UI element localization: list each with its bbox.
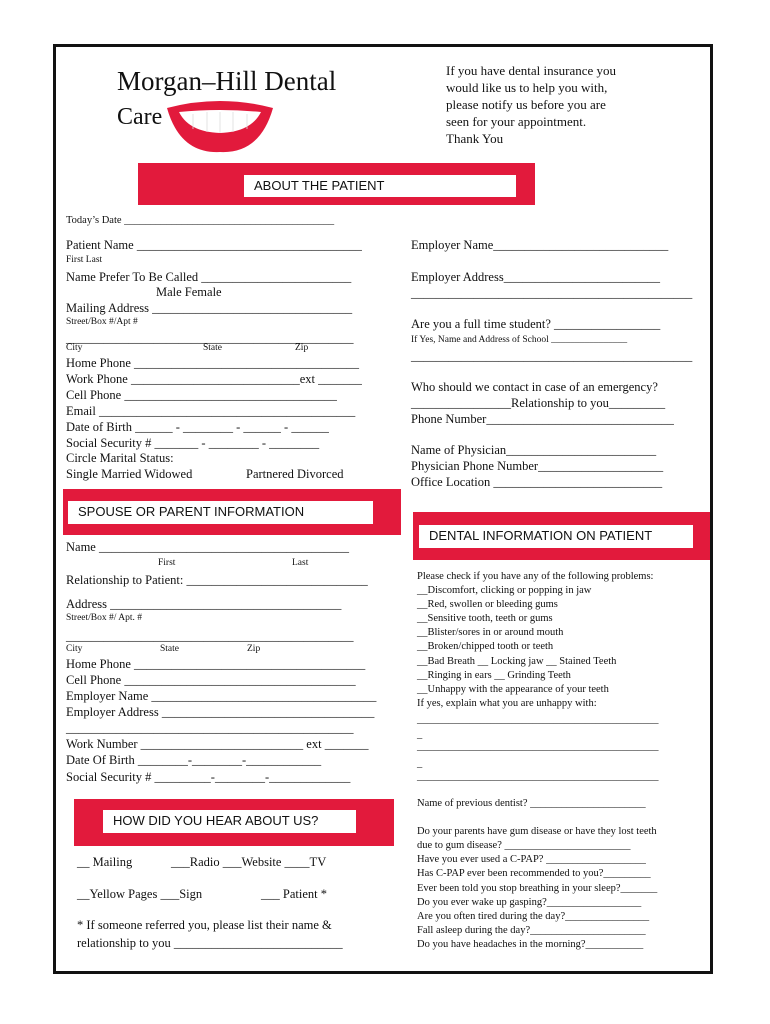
sleep-question[interactable]: Has C-PAP ever been recommended to you?_________ <box>417 868 651 879</box>
spouse-name-field[interactable]: Name ________________________________________ <box>66 540 349 554</box>
employer-name-field[interactable]: Employer Name____________________________ <box>411 238 669 252</box>
emergency-contact-field[interactable]: ________________Relationship to you_________ <box>411 396 666 410</box>
marital-options[interactable]: Partnered Divorced <box>246 467 344 481</box>
spouse-city-line[interactable]: ______________________________________________ <box>66 629 354 643</box>
field-hint: Last <box>292 558 309 568</box>
explain-line[interactable]: _ <box>417 758 423 769</box>
explain-line[interactable]: _ <box>417 729 423 740</box>
referral-options-media[interactable]: ___Radio ___Website ____TV <box>171 855 327 869</box>
spouse-employer-name-field[interactable]: Employer Name ____________________________________ <box>66 689 377 703</box>
email-field[interactable]: Email _________________________________________ <box>66 404 356 418</box>
work-phone-field[interactable]: Work Phone ___________________________ext _______ <box>66 372 362 386</box>
city-line-field[interactable]: ______________________________________________ <box>66 331 354 345</box>
field-hint: Street/Box #/ Apt. # <box>66 613 142 623</box>
dental-checkbox-item[interactable]: __Sensitive tooth, teeth or gums <box>417 613 553 624</box>
field-hint: First <box>158 558 176 568</box>
preferred-name-field[interactable]: Name Prefer To Be Called ________________________ <box>66 270 352 284</box>
home-phone-field[interactable]: Home Phone ____________________________________ <box>66 356 360 370</box>
school-line2[interactable]: _____________________________________________ <box>411 349 693 363</box>
todays-date-field[interactable]: Today’s Date ________________________________________ <box>66 215 335 226</box>
office-location-field[interactable]: Office Location ___________________________ <box>411 475 663 489</box>
gender-options[interactable]: Male Female <box>156 285 222 299</box>
logo-line2: Care <box>117 104 163 130</box>
dental-checkbox-item[interactable]: __Ringing in ears __ Grinding Teeth <box>417 670 571 681</box>
marital-options[interactable]: Single Married Widowed <box>66 467 193 481</box>
field-hint: Zip <box>295 343 309 353</box>
explain-line[interactable]: ______________________________________________ <box>417 714 659 725</box>
notice-line: seen for your appointment. <box>446 114 587 129</box>
explain-line[interactable]: ______________________________________________ <box>417 741 659 752</box>
field-hint: Zip <box>247 644 261 654</box>
field-hint: Street/Box #/Apt # <box>66 317 138 327</box>
logo-line1: Morgan–Hill Dental <box>117 66 337 96</box>
field-hint: City <box>66 644 83 654</box>
dental-checkbox-item[interactable]: __Discomfort, clicking or popping in jaw <box>417 585 592 596</box>
explain-label: If yes, explain what you are unhappy with: <box>417 698 597 709</box>
sleep-question[interactable]: Have you ever used a C-PAP? ___________________ <box>417 854 646 865</box>
dental-checkbox-item[interactable]: __Blister/sores in or around mouth <box>417 627 564 638</box>
spouse-home-phone-field[interactable]: Home Phone _____________________________________ <box>66 657 366 671</box>
referral-name-field[interactable]: relationship to you ___________________________ <box>77 936 343 950</box>
dental-checkbox-item[interactable]: __Broken/chipped tooth or teeth <box>417 641 554 652</box>
explain-line[interactable]: ______________________________________________ <box>417 771 659 782</box>
student-field[interactable]: Are you a full time student? _________________ <box>411 317 661 331</box>
sleep-question[interactable]: Fall asleep during the day?______________________ <box>417 925 646 936</box>
employer-address-line2[interactable]: _____________________________________________ <box>411 286 693 300</box>
sleep-question[interactable]: due to gum disease? ________________________ <box>417 840 631 851</box>
section-title-patient: ABOUT THE PATIENT <box>244 175 516 197</box>
sleep-question[interactable]: Do you ever wake up gasping?__________________ <box>417 897 642 908</box>
emergency-phone-field[interactable]: Phone Number______________________________ <box>411 412 674 426</box>
spouse-ssn-field[interactable]: Social Security # _________-________-_____________ <box>66 770 351 784</box>
previous-dentist-field[interactable]: Name of previous dentist? ______________________ <box>417 798 646 809</box>
section-title-hear: HOW DID YOU HEAR ABOUT US? <box>103 810 356 833</box>
section-title-dental: DENTAL INFORMATION ON PATIENT <box>419 525 693 548</box>
referral-options-print[interactable]: __Yellow Pages ___Sign <box>77 887 203 901</box>
emergency-contact-label: Who should we contact in case of an emergency? <box>411 380 658 394</box>
spouse-dob-field[interactable]: Date Of Birth ________-________-____________ <box>66 753 322 767</box>
school-field[interactable]: If Yes, Name and Address of School ________________ <box>411 335 628 345</box>
employer-address-field[interactable]: Employer Address_________________________ <box>411 270 660 284</box>
mailing-address-field[interactable]: Mailing Address ________________________________ <box>66 301 353 315</box>
dental-problems-label: Please check if you have any of the following problems: <box>417 571 654 582</box>
spouse-address-field[interactable]: Address _____________________________________ <box>66 597 342 611</box>
sleep-question[interactable]: Ever been told you stop breathing in your sleep?_______ <box>417 883 658 894</box>
relationship-field[interactable]: Relationship to Patient: _____________________________ <box>66 573 368 587</box>
referral-option-mailing[interactable]: __ Mailing <box>77 855 133 869</box>
field-hint: State <box>160 644 179 654</box>
smile-lips-icon <box>165 96 275 156</box>
field-hint: First Last <box>66 255 103 265</box>
sleep-question[interactable]: Are you often tired during the day?________________ <box>417 911 650 922</box>
spouse-cell-phone-field[interactable]: Cell Phone _____________________________________ <box>66 673 356 687</box>
social-security-field[interactable]: Social Security # _______ - ________ - ________ <box>66 436 320 450</box>
dental-checkbox-item[interactable]: __Red, swollen or bleeding gums <box>417 599 558 610</box>
notice-line: would like us to help you with, <box>446 80 608 95</box>
spouse-employer-address-field[interactable]: Employer Address __________________________________ <box>66 705 375 719</box>
field-hint: State <box>203 343 222 353</box>
section-title-spouse: SPOUSE OR PARENT INFORMATION <box>68 501 373 524</box>
spouse-employer-address-line2[interactable]: ______________________________________________ <box>66 721 354 735</box>
referral-option-patient[interactable]: ___ Patient * <box>261 887 327 901</box>
notice-line: Thank You <box>446 131 504 146</box>
cell-phone-field[interactable]: Cell Phone __________________________________ <box>66 388 337 402</box>
marital-status-label: Circle Marital Status: <box>66 451 174 465</box>
referral-note: * If someone referred you, please list their name & <box>77 918 332 932</box>
notice-line: please notify us before you are <box>446 97 606 112</box>
physician-name-field[interactable]: Name of Physician________________________ <box>411 443 657 457</box>
physician-phone-field[interactable]: Physician Phone Number____________________ <box>411 459 664 473</box>
date-of-birth-field[interactable]: Date of Birth ______ - ________ - ______ - ______ <box>66 420 329 434</box>
spouse-work-number-field[interactable]: Work Number __________________________ ext _______ <box>66 737 369 751</box>
field-hint: City <box>66 343 83 353</box>
dental-checkbox-item[interactable]: __Bad Breath __ Locking jaw __ Stained Teeth <box>417 656 617 667</box>
dental-checkbox-item[interactable]: __Unhappy with the appearance of your teeth <box>417 684 609 695</box>
notice-line: If you have dental insurance you <box>446 63 617 78</box>
patient-name-field[interactable]: Patient Name ____________________________________ <box>66 238 362 252</box>
sleep-question: Do your parents have gum disease or have they lost teeth <box>417 826 657 837</box>
sleep-question[interactable]: Do you have headaches in the morning?___________ <box>417 939 644 950</box>
